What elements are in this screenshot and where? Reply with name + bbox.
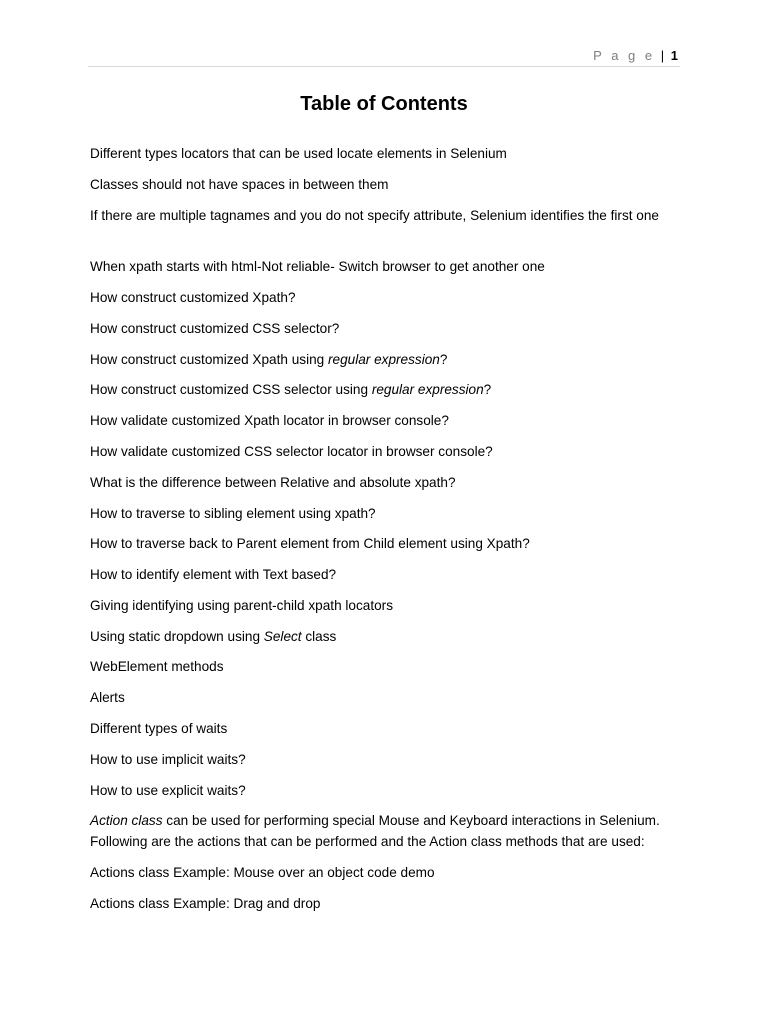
page-header [88, 44, 680, 67]
toc-entry[interactable]: How to use explicit waits? [90, 783, 246, 798]
toc-entry[interactable]: How validate customized CSS selector locator in browser console? [90, 444, 493, 459]
toc-entry[interactable]: How to identify element with Text based? [90, 567, 337, 582]
toc-entry[interactable]: How construct customized CSS selector? [90, 321, 340, 336]
toc-entry[interactable]: If there are multiple tagnames and you do not specify attribute, Selenium identifies the first one [90, 208, 659, 223]
page-number: 1 [670, 48, 678, 63]
toc-entry[interactable]: How construct customized Xpath using regular expression? [90, 352, 448, 367]
toc-entry[interactable]: Alerts [90, 690, 125, 705]
toc-entry[interactable]: Giving identifying using parent-child xpath locators [90, 598, 394, 613]
toc-entry[interactable]: How construct customized Xpath? [90, 290, 296, 305]
toc-entry[interactable]: Classes should not have spaces in between them [90, 177, 389, 192]
page-separator: | [660, 48, 665, 63]
toc-entry[interactable]: Different types of waits [90, 721, 228, 736]
toc-title: Table of Contents [300, 93, 468, 115]
toc-entry[interactable]: Action class can be used for performing special Mouse and Keyboard interactions in Selenium. Following are the actions that can be performed and the Action class methods that are used: [90, 813, 660, 849]
page-word: P a g e [593, 48, 656, 63]
toc-entry[interactable]: How construct customized CSS selector using regular expression? [90, 382, 492, 397]
toc-entry[interactable]: How to traverse to sibling element using xpath? [90, 506, 376, 521]
toc-entry[interactable]: Using static dropdown using Select class [90, 629, 337, 644]
toc-entry[interactable]: Different types locators that can be used locate elements in Selenium [90, 146, 507, 161]
toc-entry[interactable]: What is the difference between Relative and absolute xpath? [90, 475, 456, 490]
page-number-label [593, 48, 678, 63]
toc-entry[interactable]: Actions class Example: Mouse over an object code demo [90, 865, 435, 880]
toc-entry[interactable]: How to use implicit waits? [90, 752, 246, 767]
toc-entry[interactable]: Actions class Example: Drag and drop [90, 896, 321, 911]
toc-entry[interactable]: How validate customized Xpath locator in browser console? [90, 413, 449, 428]
toc-entry[interactable]: How to traverse back to Parent element from Child element using Xpath? [90, 536, 530, 551]
toc-entry[interactable]: When xpath starts with html-Not reliable- Switch browser to get another one [90, 259, 545, 274]
toc-entry[interactable]: WebElement methods [90, 659, 224, 674]
